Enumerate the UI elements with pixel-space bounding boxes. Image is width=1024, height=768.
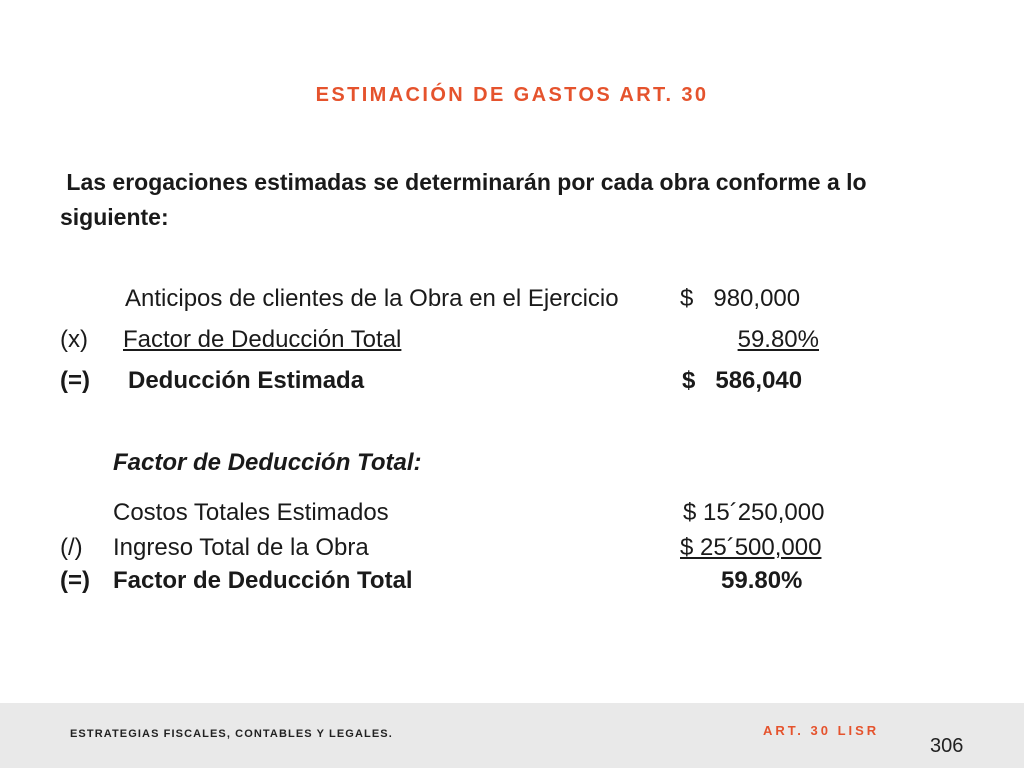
footer-left-text: ESTRATEGIAS FISCALES, CONTABLES Y LEGALES. — [70, 728, 393, 740]
footer-right-text: ART. 30 LISR — [763, 723, 880, 738]
calc1-row-3-value: $ 586,040 — [682, 367, 803, 394]
calc2-heading: Factor de Deducción Total: — [113, 449, 422, 476]
calc2-row-3-operator: (=) — [60, 567, 90, 594]
calc2-row-3-value: 59.80% — [721, 567, 803, 594]
slide-title: ESTIMACIÓN DE GASTOS ART. 30 — [315, 84, 709, 106]
calc2-row-2-operator: (/) — [60, 534, 83, 561]
calc2-row-2-label: Ingreso Total de la Obra — [113, 534, 369, 561]
calc1-row-1-value: $ 980,000 — [680, 285, 801, 312]
calc1-row-2-value: 59.80% — [737, 326, 819, 353]
calc2-row-1-label: Costos Totales Estimados — [113, 499, 389, 526]
calc1-row-3-operator: (=) — [60, 367, 90, 394]
calc1-row-1-label: Anticipos de clientes de la Obra en el Ejercicio — [125, 285, 619, 312]
calc1-row-2-label: Factor de Deducción Total — [123, 326, 402, 353]
intro-line-2: siguiente: — [60, 204, 169, 230]
page-number: 306 — [930, 735, 964, 757]
calc1-row-2-operator: (x) — [60, 326, 88, 353]
calc2-row-2-value: $ 25´500,000 — [680, 534, 822, 561]
calc2-row-3-label: Factor de Deducción Total — [113, 567, 413, 594]
calc2-row-1-value: $ 15´250,000 — [683, 499, 825, 526]
intro-paragraph — [60, 165, 867, 235]
calc1-row-3-label: Deducción Estimada — [128, 367, 365, 394]
intro-line-1: Las erogaciones estimadas se determinarán por cada obra conforme a lo — [60, 169, 867, 195]
